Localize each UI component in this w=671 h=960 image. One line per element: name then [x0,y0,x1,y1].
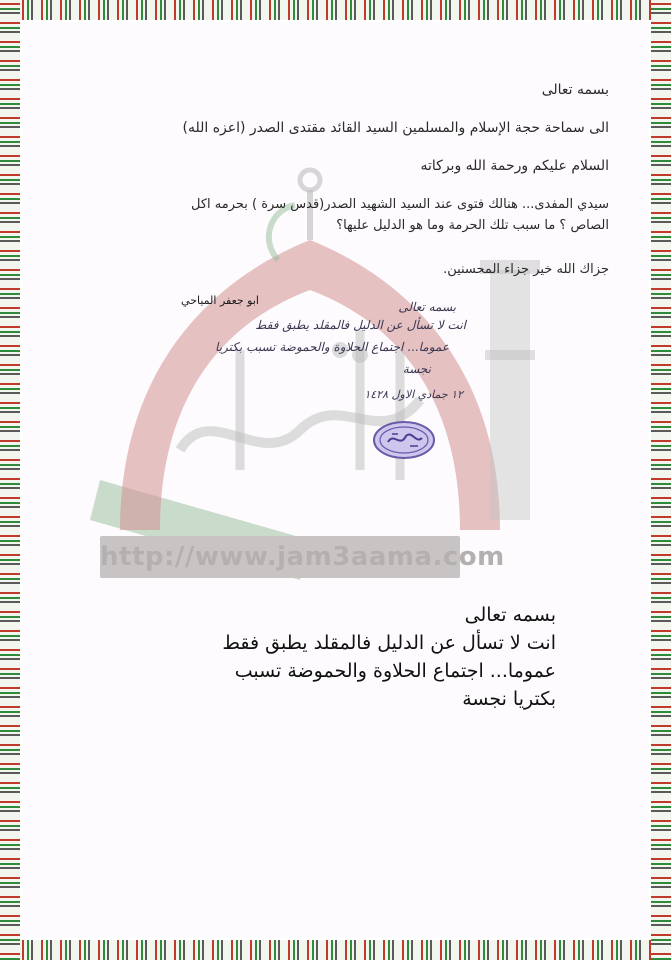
decorative-border-bottom [0,940,671,960]
transcription-line-3: عموما... اجتماع الحلاوة والحموضة تسبب [234,660,556,682]
transcription-line-4: بكتريا نجسة [462,688,556,710]
watermark-url: http://www.jam3aama.com [100,536,460,578]
letter-thanks: جزاك الله خير جزاء المحسنين. [443,262,609,277]
handwritten-line-4: نجسة [402,362,431,376]
seal-stamp-icon [372,420,436,460]
letter-question-line-1: سيدي المفدى... هنالك فتوى عند السيد الشهيد الصدر(قدس سرة ) بحرمه اكل [191,197,609,212]
transcription-line-1: بسمه تعالى [464,604,556,626]
letter-signer: ابو جعفر المياحي [181,294,259,307]
decorative-border-left [0,0,20,960]
transcription-line-2: انت لا تسأل عن الدليل فالمقلد يطبق فقط [222,632,556,654]
handwritten-line-2: انت لا تسأل عن الدليل فالمقلد يطبق فقط [255,318,466,332]
handwritten-line-3: عموما... اجتماع الحلاوة والحموضة تسبب بكتريا [215,340,449,354]
handwritten-date: ١٢ جمادي الاول ١٤٢٨ [364,388,463,401]
letter-question-line-2: الصاص ؟ ما سبب تلك الحرمة وما هو الدليل عليها؟ [336,218,609,233]
handwritten-line-1: بسمه تعالى [398,300,456,314]
letter-salam: السلام عليكم ورحمة الله وبركاته [420,158,609,174]
letter-basmala: بسمه تعالى [541,82,609,98]
letter-addressee: الى سماحة حجة الإسلام والمسلمين السيد القائد مقتدى الصدر (اعزه الله) [182,120,609,136]
decorative-border-right [651,0,671,960]
decorative-border-top [0,0,671,20]
mosque-dome-logo-icon [60,150,580,590]
